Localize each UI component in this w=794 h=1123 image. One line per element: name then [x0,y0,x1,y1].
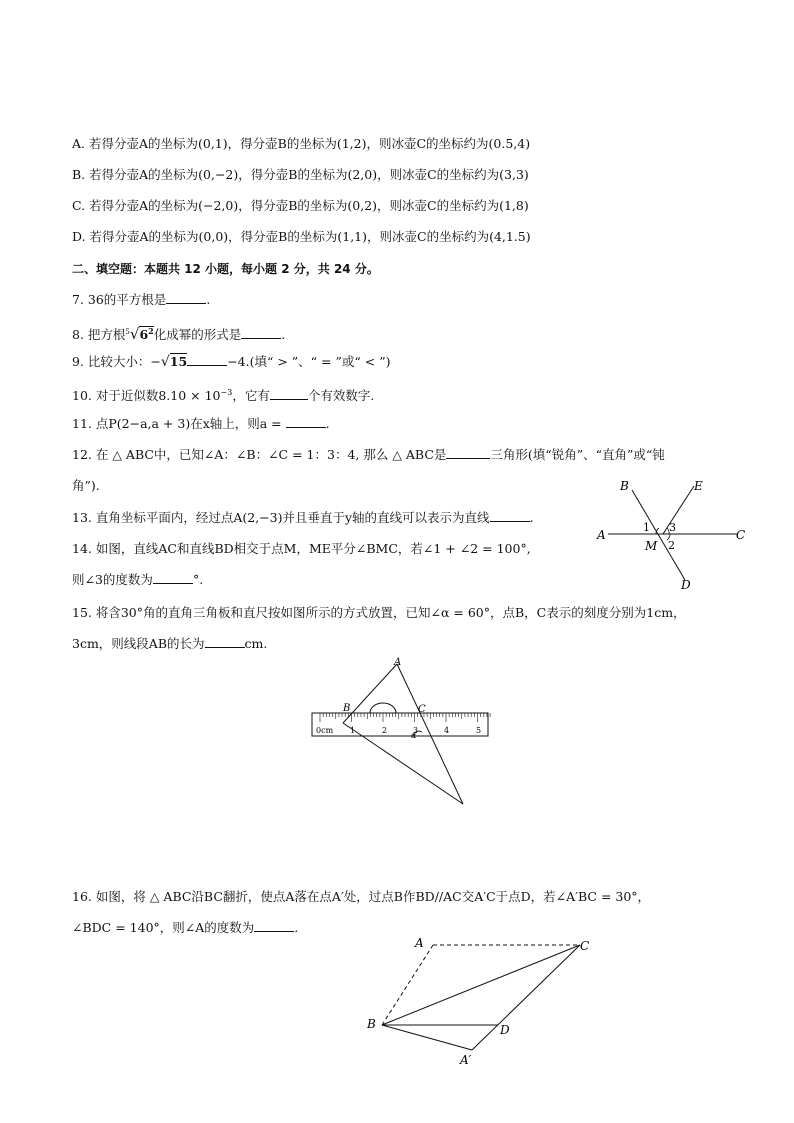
ruler-label-4: 4 [444,726,450,735]
label-m: M [645,539,658,553]
angle-2-label: 2 [668,539,675,552]
question-15-cont [72,636,267,652]
q9-radicand: 15 [169,354,188,369]
answer-blank [187,354,227,366]
q16-text-b: ∠BDC = 140°，则∠A的度数为 [72,920,255,935]
figure-q15-ruler-triangle [308,656,493,811]
q10-text-c: 个有效数字. [307,388,375,404]
label-a-prime: A′ [460,1053,472,1067]
question-8 [72,323,285,343]
label-a: A [597,528,606,542]
ruler-label-3: 3 [413,726,419,735]
q8-root-index: 5 [125,328,130,336]
radical-sign: √ [129,325,140,344]
answer-blank [270,388,308,400]
label-b: B [620,479,629,493]
q12-text: 12. 在 △ ABC中，已知∠A：∠B：∠C = 1：3：4, 那么 △ ABC是 [72,447,447,462]
answer-blank [254,920,294,932]
ruler-label-2: 2 [382,726,388,735]
q8-power: 2 [148,326,154,336]
question-9 [72,354,390,370]
label-e: E [694,479,703,493]
answer-blank [205,636,245,648]
q11-end: . [325,416,330,431]
figure-q16-folded-triangle [360,930,600,1070]
question-13 [72,510,534,526]
label-c: C [736,528,746,542]
q10-text-b: ，它有 [232,388,270,404]
q9-text: 9. 比较大小：− [72,354,161,369]
question-11 [72,416,330,432]
question-14-cont [72,572,203,588]
q8-end: . [281,327,286,343]
question-15: 15. 将含30°角的直角三角板和直尺按如图所示的方式放置，已知∠α = 60°，点B，C表示的刻度分别为1cm， [72,605,686,620]
label-d: D [681,578,691,592]
q12-text-b: 三角形(填“锐角”、“直角”或“钝 [490,447,665,462]
question-12-cont: 角”). [72,478,100,493]
q10-text: 10. 对于近似数8.10 × 10 [72,388,221,404]
option-b: B. 若得分壶A的坐标为(0,−2)，得分壶B的坐标为(2,0)，则冰壶C的坐标约为(3,3) [72,167,529,182]
label-b: B [367,1017,376,1031]
q15-text-b: 3cm，则线段AB的长为 [72,636,205,651]
label-alpha: α [411,731,417,740]
label-a: A [415,936,424,950]
question-7 [72,292,210,308]
q8-radicand: $6^2$ [139,326,154,343]
q13-end: . [529,510,534,525]
q11-text: 11. 点P(2−a,a + 3)在x轴上，则a = [72,416,286,431]
label-c: C [580,939,590,953]
q7-text: 7. 36的平方根是 [72,292,167,307]
question-16: 16. 如图，将 △ ABC沿BC翻折，使点A落在点A′处，过点B作BD//AC交A′C于点D，若∠A′BC = 30°， [72,889,651,904]
option-d: D. 若得分壶A的坐标为(0,0)，得分壶B的坐标为(1,1)，则冰壶C的坐标约为(4,1.5) [72,229,531,244]
answer-blank [241,327,281,339]
q7-end: . [206,292,211,307]
angle-1-label: 1 [643,521,650,534]
label-a: A [394,657,402,668]
figure-q14-intersecting-lines [590,472,760,592]
radical-sign: √ [160,354,170,370]
question-12 [72,447,665,463]
answer-blank [446,447,490,459]
section-heading: 二、填空题：本题共 12 小题，每小题 2 分，共 24 分。 [72,262,379,276]
q10-exponent: −3 [220,388,233,397]
question-14: 14. 如图，直线AC和直线BD相交于点M，ME平分∠BMC，若∠1 + ∠2 = 100°, [72,541,531,556]
q8-text-b: 化成幂的形式是 [153,327,242,343]
label-d: D [500,1023,510,1037]
question-10 [72,385,374,404]
q16-end: . [294,920,299,935]
q8-text: 8. 把方根 [72,327,126,343]
q14-text-b: 则∠3的度数为 [72,572,153,587]
q9-text-b: −4.(填“ > ”、“ = ”或“ < ”) [227,354,391,369]
q13-text: 13. 直角坐标平面内，经过点A(2,−3)并且垂直于y轴的直线可以表示为直线 [72,510,490,525]
ruler-label-5: 5 [476,726,482,735]
answer-blank [286,416,326,428]
q14-end: °. [192,572,204,587]
option-c: C. 若得分壶A的坐标为(−2,0)，得分壶B的坐标为(0,2)，则冰壶C的坐标约为(1,8) [72,198,529,213]
ruler-label-1: 1 [350,726,356,735]
option-a: A. 若得分壶A的坐标为(0,1)，得分壶B的坐标为(1,2)，则冰壶C的坐标约为(0.5,4) [72,136,531,151]
label-c: C [418,704,426,715]
ruler-label-0: 0cm [316,726,334,735]
q15-text-c: cm. [244,636,268,651]
question-16-cont [72,920,298,936]
answer-blank [490,510,530,522]
label-b: B [343,703,351,714]
answer-blank [153,572,193,584]
answer-blank [166,292,206,304]
angle-3-label: 3 [669,521,676,534]
